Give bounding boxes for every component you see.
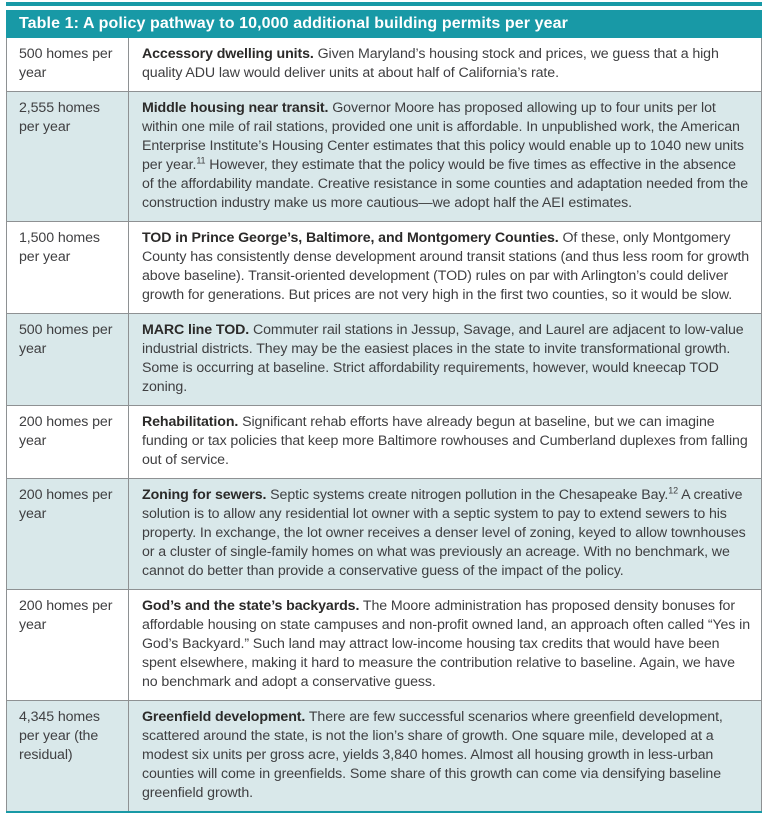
homes-cell: 200 homes per year [7, 479, 129, 589]
policy-text: Of these, only Montgomery County has consistently dense development around transit stations (and thus less room for growth above baseline). Transit-oriented development (TOD) rules on par with Arlington’s could deliver growth for generations. But prices are not very high in the first two counties, so it would be slow. [142, 230, 750, 303]
policy-text-cont: A creative solution is to allow any residential lot owner with a septic system to pay to extend sewers to his property. In exchange, the lot owner receives a denser level of zoning, keyed to allow townhouses or a cluster of single-family homes on what was previously an acreage. With no benchmark, we cannot do better than provide a conservative guess of the impact of the policy. [142, 487, 746, 579]
table-row [7, 701, 761, 811]
policy-text: The Moore administration has proposed density bonuses for affordable housing on state campuses and non-profit owned land, an approach often called “Yes in God’s Backyard.” Such land may attract low-income housing tax credits that would have been spent elsewhere, making it hard to measure the contribution relative to baseline. Again, we have no benchmark and adopt a conservative guess. [142, 598, 750, 690]
policy-cell [129, 222, 761, 313]
homes-cell: 500 homes per year [7, 314, 129, 405]
footnote-ref: 11 [196, 155, 206, 166]
policy-text-cont: However, they estimate that the policy would be five times as effective in the absence of the affordability mandate. Creative resistance in some counties and adaptation needed from the construction industry make us more cautious—we adopt half the AEI estimates. [142, 157, 748, 211]
table-top-rule [6, 2, 762, 6]
policy-cell [129, 92, 761, 221]
policy-title: Greenfield development. [142, 709, 306, 725]
policy-cell [129, 38, 761, 91]
policy-title: Accessory dwelling units. [142, 46, 314, 62]
homes-cell: 500 homes per year [7, 38, 129, 91]
policy-title: TOD in Prince George’s, Baltimore, and Montgomery Counties. [142, 230, 559, 246]
policy-text: Commuter rail stations in Jessup, Savage, and Laurel are adjacent to low-value industrial districts. They may be the easiest places in the state to invite transformational growth. Some is occurring at baseline. Strict affordability requirements, however, would kneecap TOD zoning. [142, 322, 744, 395]
table-body [6, 38, 762, 811]
table-row [7, 479, 761, 590]
policy-title: Zoning for sewers. [142, 487, 267, 503]
table-title: Table 1: A policy pathway to 10,000 additional building permits per year [6, 10, 762, 38]
policy-cell [129, 314, 761, 405]
policy-text: Governor Moore has proposed allowing up to four units per lot within one mile of rail stations, provided one unit is affordable. In unpublished work, the American Enterprise Institute’s Housing Center estimates that this policy would enable up to 1040 new units per year. [142, 100, 744, 173]
policy-title: God’s and the state’s backyards. [142, 598, 360, 614]
table-row [7, 590, 761, 701]
policy-cell [129, 406, 761, 478]
table-row [7, 222, 761, 314]
policy-title: MARC line TOD. [142, 322, 250, 338]
footnote-ref: 12 [668, 485, 679, 496]
homes-cell: 1,500 homes per year [7, 222, 129, 313]
policy-text: Significant rehab efforts have already begun at baseline, but we can imagine funding or tax policies that keep more Baltimore rowhouses and Cumberland duplexes from falling out of service. [142, 414, 748, 468]
table-row [7, 92, 761, 222]
homes-cell: 4,345 homes per year (the residual) [7, 701, 129, 811]
table-row [7, 406, 761, 479]
table-1 [6, 2, 762, 813]
policy-text: Septic systems create nitrogen pollution in the Chesapeake Bay. [266, 487, 669, 503]
table-row [7, 38, 761, 92]
policy-title: Middle housing near transit. [142, 100, 329, 116]
homes-cell: 200 homes per year [7, 406, 129, 478]
policy-title: Rehabilitation. [142, 414, 239, 430]
policy-text: There are few successful scenarios where greenfield development, scattered around the state, is not the lion’s share of growth. One square mile, developed at a modest six units per gross acre, yields 3,840 homes. Almost all housing growth in less-urban counties will come in greenfields. Some share of this growth can come via densifying baseline greenfield growth. [142, 709, 723, 801]
policy-cell [129, 701, 761, 811]
policy-cell [129, 479, 761, 589]
homes-cell: 2,555 homes per year [7, 92, 129, 221]
table-row [7, 314, 761, 406]
policy-text: Given Maryland’s housing stock and prices, we guess that a high quality ADU law would deliver units at about half of California’s rate. [142, 46, 719, 81]
policy-cell [129, 590, 761, 700]
homes-cell: 200 homes per year [7, 590, 129, 700]
